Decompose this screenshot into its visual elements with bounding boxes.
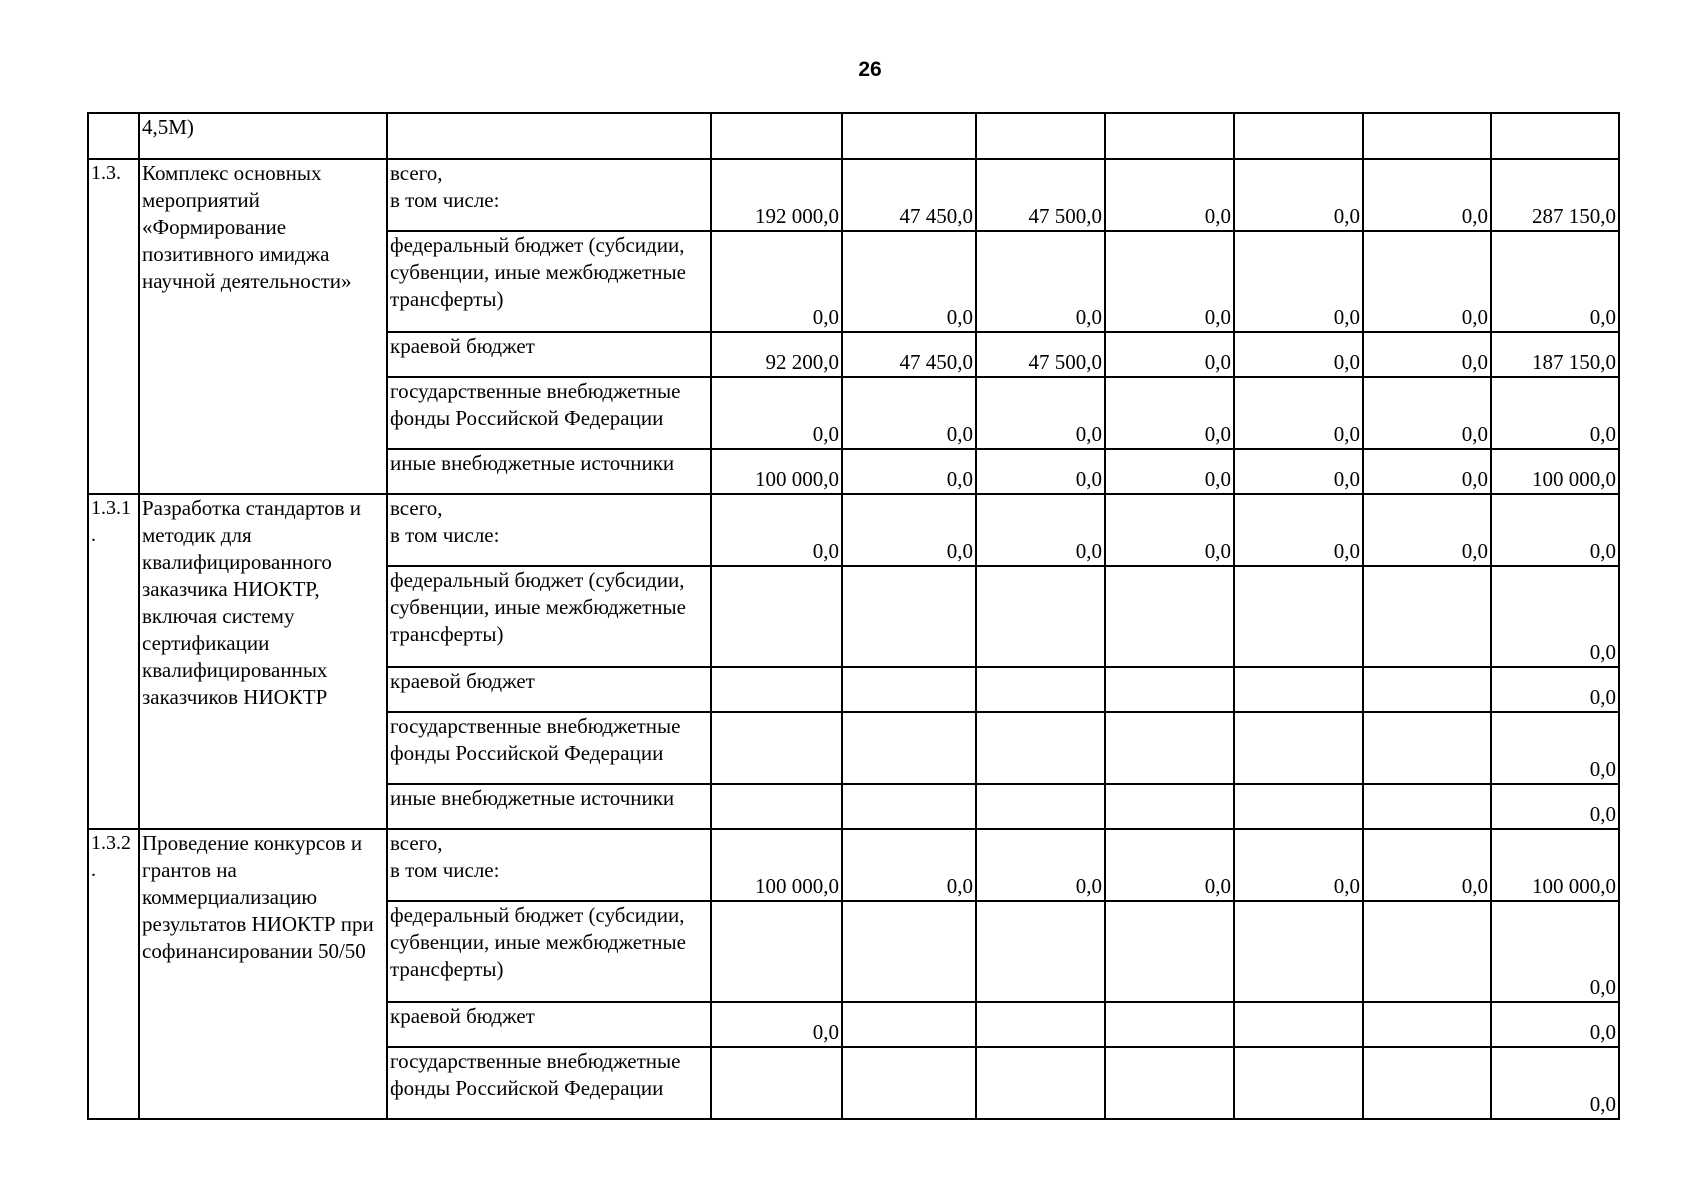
value-cell: 0,0 <box>976 829 1105 901</box>
value-cell <box>842 1047 976 1119</box>
value-cell: 0,0 <box>976 231 1105 332</box>
total-value-cell: 0,0 <box>1491 667 1619 712</box>
funding-source-cell: краевой бюджет <box>387 332 711 377</box>
value-cell: 47 450,0 <box>842 159 976 231</box>
value-cell <box>1234 901 1363 1002</box>
value-cell <box>711 113 842 159</box>
value-cell <box>1491 113 1619 159</box>
funding-source-cell: государственные внебюджетные фонды Российской Федерации <box>387 1047 711 1119</box>
total-value-cell: 0,0 <box>1491 1002 1619 1047</box>
value-cell <box>976 113 1105 159</box>
value-cell: 0,0 <box>1234 829 1363 901</box>
value-cell: 192 000,0 <box>711 159 842 231</box>
value-cell <box>1234 1002 1363 1047</box>
funding-source-cell: иные внебюджетные источники <box>387 784 711 829</box>
value-cell <box>976 712 1105 784</box>
funding-source-cell: федеральный бюджет (субсидии, субвенции, иные межбюджетные трансферты) <box>387 566 711 667</box>
value-cell <box>976 1002 1105 1047</box>
budget-table <box>87 112 1620 1120</box>
table-row <box>88 494 1619 566</box>
value-cell: 92 200,0 <box>711 332 842 377</box>
value-cell: 0,0 <box>842 829 976 901</box>
value-cell <box>1234 712 1363 784</box>
value-cell: 47 450,0 <box>842 332 976 377</box>
activity-name-cell: Разработка стандартов и методик для квалифицированного заказчика НИОКТР, включая систему сертификации квалифицированных заказчиков НИОКТР <box>139 494 387 829</box>
value-cell <box>842 1002 976 1047</box>
funding-source-cell: федеральный бюджет (субсидии, субвенции, иные межбюджетные трансферты) <box>387 901 711 1002</box>
value-cell: 0,0 <box>711 494 842 566</box>
value-cell: 0,0 <box>1234 449 1363 494</box>
row-number-cell: 1.3.1 . <box>88 494 139 829</box>
value-cell <box>1363 1002 1491 1047</box>
value-cell: 0,0 <box>1234 494 1363 566</box>
value-cell: 0,0 <box>1234 159 1363 231</box>
value-cell: 0,0 <box>1105 449 1234 494</box>
value-cell: 0,0 <box>842 231 976 332</box>
value-cell: 0,0 <box>842 449 976 494</box>
value-cell: 100 000,0 <box>711 449 842 494</box>
value-cell <box>711 1047 842 1119</box>
value-cell <box>1363 566 1491 667</box>
value-cell: 0,0 <box>1234 231 1363 332</box>
source-cell <box>387 113 711 159</box>
value-cell <box>1363 901 1491 1002</box>
value-cell <box>1363 1047 1491 1119</box>
funding-source-cell: всего, в том числе: <box>387 159 711 231</box>
value-cell <box>976 566 1105 667</box>
funding-source-cell: краевой бюджет <box>387 667 711 712</box>
value-cell <box>711 712 842 784</box>
value-cell: 0,0 <box>711 1002 842 1047</box>
total-value-cell: 0,0 <box>1491 712 1619 784</box>
value-cell <box>1105 712 1234 784</box>
total-value-cell: 187 150,0 <box>1491 332 1619 377</box>
value-cell <box>1363 784 1491 829</box>
total-value-cell: 0,0 <box>1491 566 1619 667</box>
value-cell <box>1363 113 1491 159</box>
value-cell <box>711 667 842 712</box>
value-cell <box>1105 566 1234 667</box>
value-cell: 0,0 <box>711 377 842 449</box>
value-cell: 0,0 <box>1105 377 1234 449</box>
value-cell: 100 000,0 <box>711 829 842 901</box>
value-cell: 47 500,0 <box>976 332 1105 377</box>
funding-source-cell: краевой бюджет <box>387 1002 711 1047</box>
value-cell <box>1105 667 1234 712</box>
value-cell <box>1105 113 1234 159</box>
value-cell <box>1234 113 1363 159</box>
table-row-continued <box>88 113 1619 159</box>
total-value-cell: 287 150,0 <box>1491 159 1619 231</box>
value-cell <box>1105 1002 1234 1047</box>
value-cell <box>842 667 976 712</box>
activity-name-cell: Проведение конкурсов и грантов на коммерциализацию результатов НИОКТР при софинансировании 50/50 <box>139 829 387 1119</box>
value-cell <box>976 784 1105 829</box>
value-cell: 0,0 <box>1105 829 1234 901</box>
value-cell <box>1234 784 1363 829</box>
value-cell: 0,0 <box>1363 377 1491 449</box>
value-cell: 0,0 <box>842 377 976 449</box>
value-cell: 0,0 <box>1234 332 1363 377</box>
table-row <box>88 159 1619 231</box>
row-number-cell <box>88 113 139 159</box>
value-cell <box>711 784 842 829</box>
value-cell: 0,0 <box>1363 494 1491 566</box>
value-cell: 0,0 <box>842 494 976 566</box>
total-value-cell: 0,0 <box>1491 231 1619 332</box>
value-cell: 0,0 <box>1105 159 1234 231</box>
value-cell: 0,0 <box>1105 332 1234 377</box>
value-cell <box>711 901 842 1002</box>
value-cell: 0,0 <box>1105 231 1234 332</box>
value-cell <box>1363 667 1491 712</box>
value-cell: 47 500,0 <box>976 159 1105 231</box>
table-row <box>88 829 1619 901</box>
value-cell: 0,0 <box>976 377 1105 449</box>
value-cell <box>842 784 976 829</box>
activity-name-cell: Комплекс основных мероприятий «Формирование позитивного имиджа научной деятельности» <box>139 159 387 494</box>
value-cell: 0,0 <box>976 449 1105 494</box>
total-value-cell: 0,0 <box>1491 784 1619 829</box>
total-value-cell: 100 000,0 <box>1491 449 1619 494</box>
total-value-cell: 0,0 <box>1491 901 1619 1002</box>
value-cell <box>1234 566 1363 667</box>
value-cell <box>1105 1047 1234 1119</box>
value-cell <box>976 901 1105 1002</box>
value-cell <box>976 667 1105 712</box>
value-cell <box>1363 712 1491 784</box>
total-value-cell: 0,0 <box>1491 1047 1619 1119</box>
value-cell <box>1234 667 1363 712</box>
value-cell: 0,0 <box>1234 377 1363 449</box>
value-cell: 0,0 <box>1363 231 1491 332</box>
value-cell: 0,0 <box>1363 449 1491 494</box>
funding-source-cell: государственные внебюджетные фонды Российской Федерации <box>387 712 711 784</box>
value-cell <box>842 712 976 784</box>
row-number-cell: 1.3. <box>88 159 139 494</box>
value-cell <box>711 566 842 667</box>
value-cell <box>842 566 976 667</box>
value-cell: 0,0 <box>711 231 842 332</box>
value-cell <box>1105 784 1234 829</box>
value-cell: 0,0 <box>1105 494 1234 566</box>
total-value-cell: 100 000,0 <box>1491 829 1619 901</box>
value-cell: 0,0 <box>1363 829 1491 901</box>
value-cell <box>1234 1047 1363 1119</box>
value-cell <box>842 113 976 159</box>
funding-source-cell: всего, в том числе: <box>387 829 711 901</box>
value-cell: 0,0 <box>1363 332 1491 377</box>
row-number-cell: 1.3.2 . <box>88 829 139 1119</box>
value-cell <box>842 901 976 1002</box>
funding-source-cell: всего, в том числе: <box>387 494 711 566</box>
page-number: 26 <box>858 58 882 81</box>
value-cell: 0,0 <box>976 494 1105 566</box>
funding-source-cell: государственные внебюджетные фонды Российской Федерации <box>387 377 711 449</box>
activity-name-cell: 4,5М) <box>139 113 387 159</box>
value-cell: 0,0 <box>1363 159 1491 231</box>
value-cell <box>1105 901 1234 1002</box>
funding-source-cell: иные внебюджетные источники <box>387 449 711 494</box>
total-value-cell: 0,0 <box>1491 494 1619 566</box>
table-body <box>88 113 1619 1119</box>
funding-source-cell: федеральный бюджет (субсидии, субвенции, иные межбюджетные трансферты) <box>387 231 711 332</box>
total-value-cell: 0,0 <box>1491 377 1619 449</box>
value-cell <box>976 1047 1105 1119</box>
